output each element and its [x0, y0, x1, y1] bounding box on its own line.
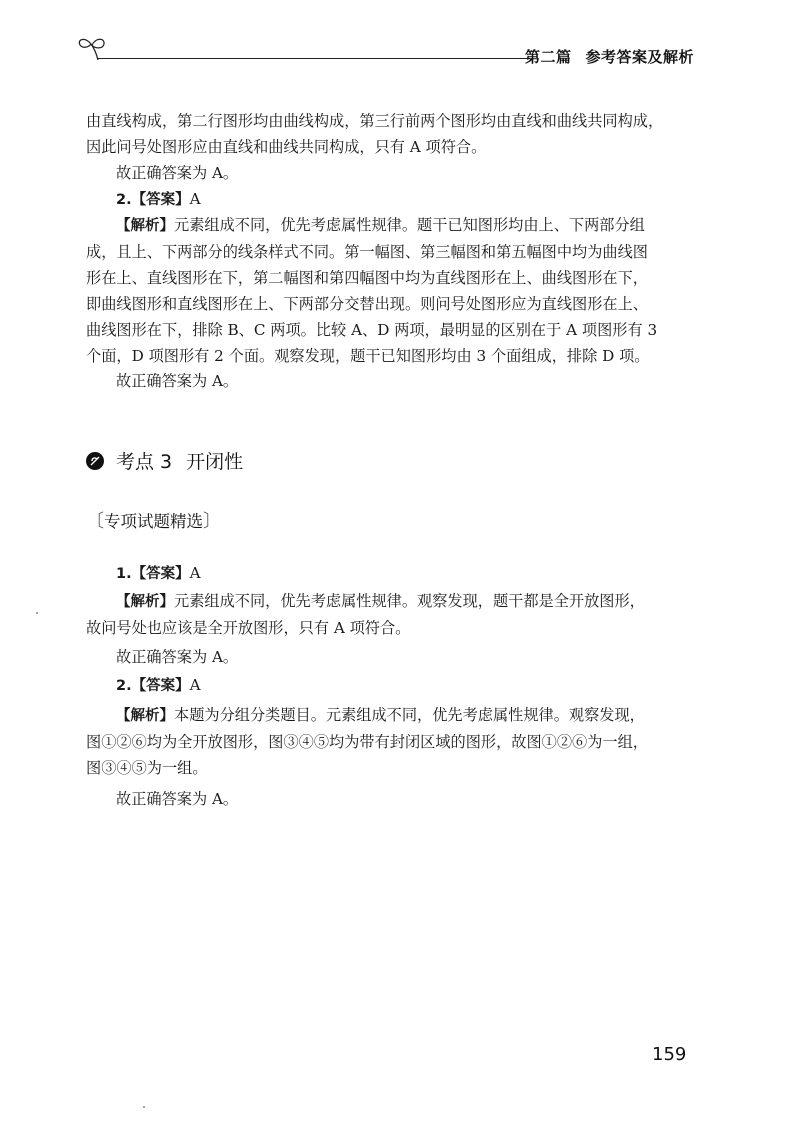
section-heading [86, 447, 243, 477]
text-line: 形在上、直线图形在下，第二幅图和第四幅图中均为直线图形在上、曲线图形在下， [86, 269, 648, 287]
answer-line [86, 560, 692, 587]
text-line: 元素组成不同，优先考虑属性规律。题干已知图形均由上、下两部分组 [174, 216, 645, 234]
text-line: 即曲线图形和直线图形在上、下两部分交替出现。则问号处图形应为直线图形在上、 [86, 295, 648, 313]
analysis-label: 【解析】 [116, 708, 174, 724]
section-title: 开闭性 [186, 451, 244, 473]
section-bullet-icon [86, 452, 104, 470]
text-line: 因此问号处图形应由直线和曲线共同构成，只有 A 项符合。 [86, 138, 487, 156]
analysis-label: 【解析】 [116, 594, 174, 610]
answer-conclusion: 故正确答案为 A。 [116, 790, 239, 808]
answer-label: 2.【答案】 [116, 192, 190, 208]
section-number: 考点 3 [116, 451, 173, 473]
text-line: 图①②⑥均为全开放图形，图③④⑤均为带有封闭区域的图形，故图①②⑥为一组， [86, 733, 648, 751]
answer-value: A [189, 190, 201, 208]
header-rule [98, 58, 530, 59]
header-part: 第二篇 [524, 48, 572, 66]
answer-conclusion: 故正确答案为 A。 [116, 372, 239, 390]
text-line: 本题为分组分类题目。元素组成不同，优先考虑属性规律。观察发现， [174, 706, 645, 724]
text-line: 由直线构成，第二行图形均由曲线构成，第三行前两个图形均由直线和曲线共同构成， [86, 112, 664, 130]
answer-value: A [189, 676, 201, 694]
subsection-heading [86, 507, 221, 533]
header-title [525, 46, 694, 67]
answer-value: A [189, 564, 201, 582]
analysis-label: 【解析】 [116, 218, 174, 234]
scan-speck [143, 1106, 145, 1108]
header-section-title: 参考答案及解析 [585, 48, 694, 66]
subsection-title: 专项试题精选 [104, 512, 203, 531]
answer-line [86, 186, 692, 213]
answer-label: 1.【答案】 [116, 566, 190, 582]
continued-paragraph [86, 108, 692, 160]
analysis-paragraph [86, 702, 692, 781]
answer-conclusion: 故正确答案为 A。 [116, 648, 239, 666]
analysis-paragraph [86, 212, 692, 369]
page-number: 159 [652, 1044, 687, 1065]
text-line: 故问号处也应该是全开放图形，只有 A 项符合。 [86, 619, 411, 637]
text-line: 元素组成不同，优先考虑属性规律。观察发现，题干都是全开放图形， [174, 592, 645, 610]
bracket-open: 〔 [86, 511, 104, 532]
scan-speck [36, 612, 38, 614]
answer-conclusion: 故正确答案为 A。 [116, 164, 239, 182]
text-line: 曲线图形在下，排除 B、C 两项。比较 A、D 两项，最明显的区别在于 A 项图形有 3 [86, 321, 658, 339]
answer-label: 2.【答案】 [116, 678, 190, 694]
text-line: 图③④⑤为一组。 [86, 759, 208, 777]
analysis-paragraph [86, 588, 692, 641]
text-line: 成，且上、下两部分的线条样式不同。第一幅图、第三幅图和第五幅图中均为曲线图 [86, 243, 648, 261]
running-header [68, 34, 708, 66]
answer-line [86, 672, 692, 699]
text-line: 个面，D 项图形有 2 个面。观察发现，题干已知图形均由 3 个面组成，排除 D 项。 [86, 347, 650, 365]
bracket-close: 〕 [203, 511, 221, 532]
